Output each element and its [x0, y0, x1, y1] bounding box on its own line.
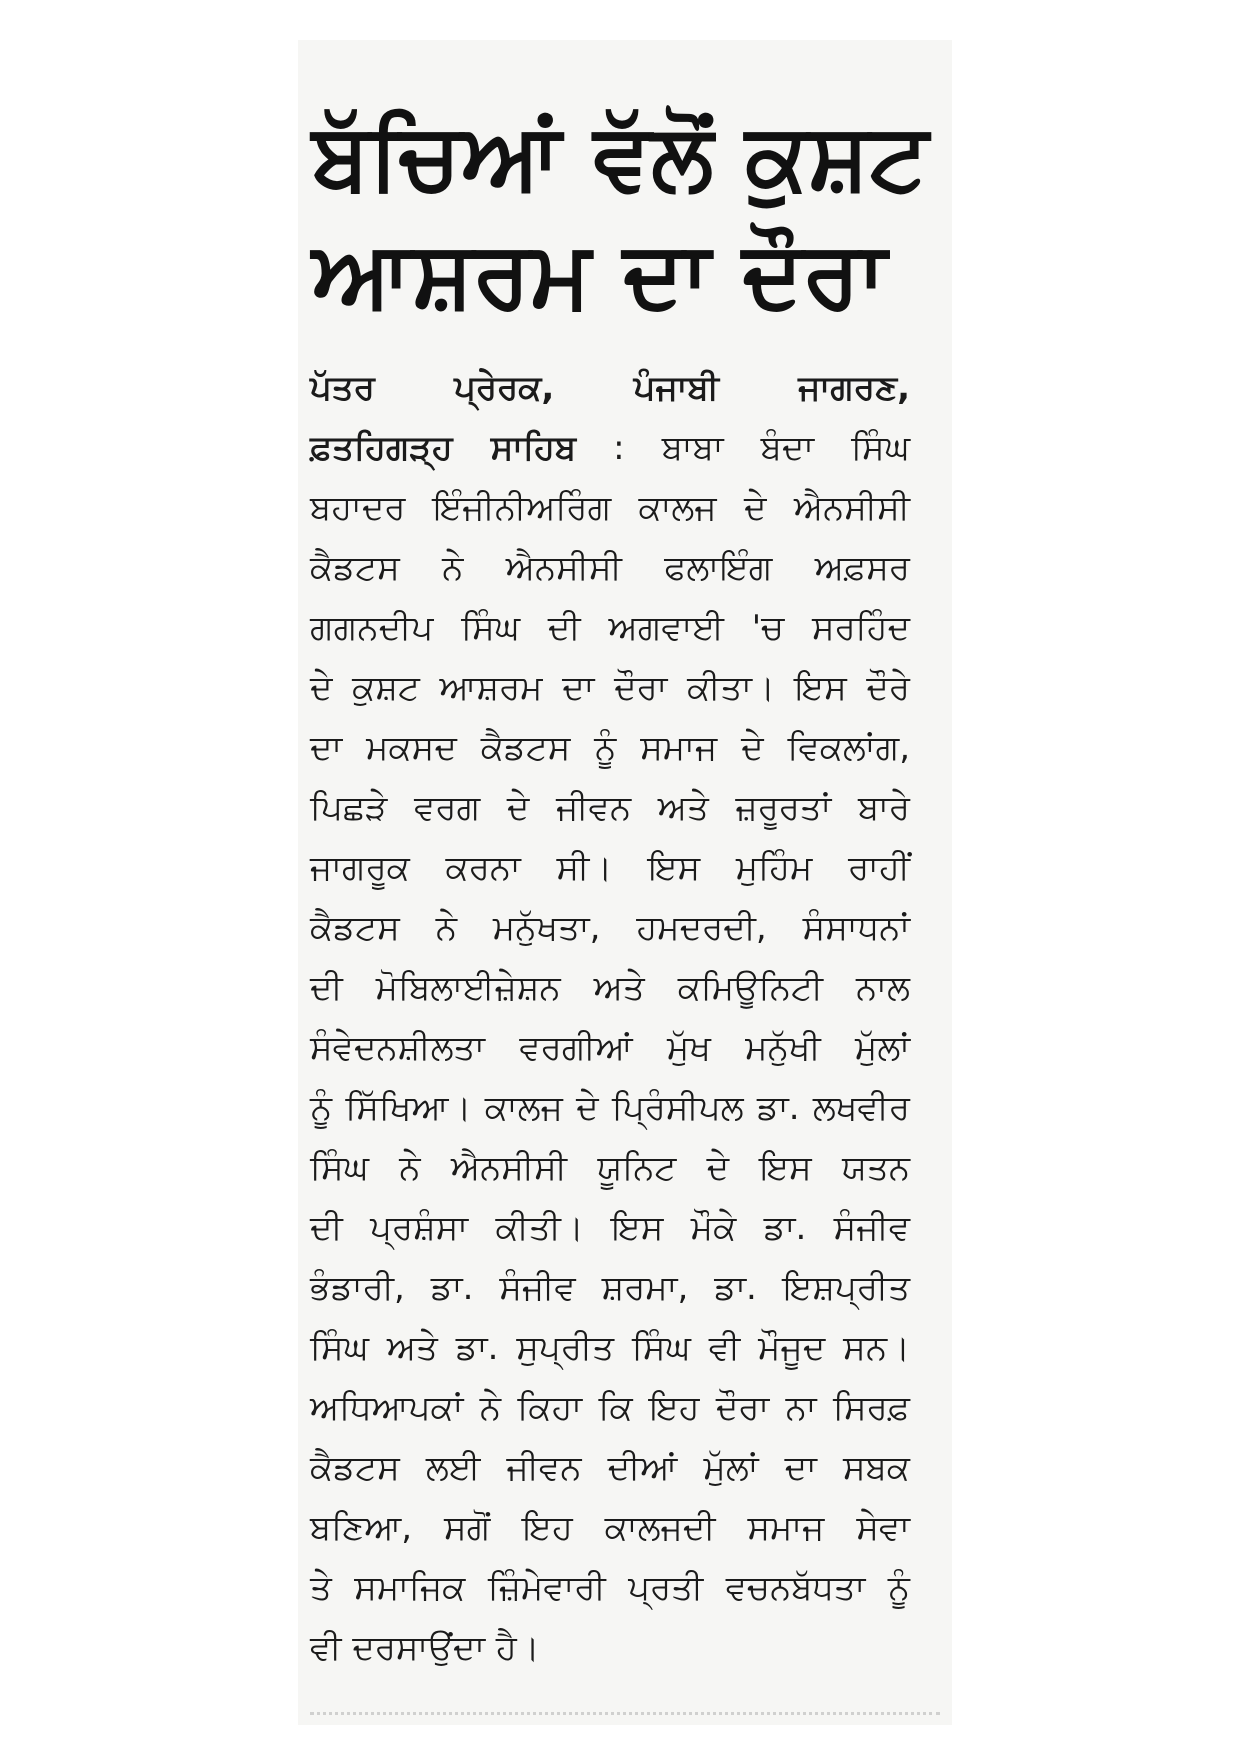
- body-line: ਜਾਗਰੂਕ ਕਰਨਾ ਸੀ। ਇਸ ਮੁਹਿੰਮ ਰਾਹੀਂ: [310, 848, 910, 888]
- body-line: ਕੈਡਟਸ ਨੇ ਐਨਸੀਸੀ ਫਲਾਇੰਗ ਅਫ਼ਸਰ: [310, 548, 910, 588]
- dateline-line: [310, 418, 910, 478]
- dateline-place: ਫ਼ਤਹਿਗੜ੍ਹ ਸਾਹਿਬ: [310, 428, 577, 468]
- body-line: ਤੇ ਸਮਾਜਿਕ ਜ਼ਿੰਮੇਵਾਰੀ ਪ੍ਰਤੀ ਵਚਨਬੱਧਤਾ ਨੂੰ: [310, 1568, 910, 1608]
- body-line: ਕੈਡਟਸ ਨੇ ਮਨੁੱਖਤਾ, ਹਮਦਰਦੀ, ਸੰਸਾਧਨਾਂ: [310, 908, 910, 948]
- body-line: ਸਿੰਘ ਨੇ ਐਨਸੀਸੀ ਯੂਨਿਟ ਦੇ ਇਸ ਯਤਨ: [310, 1148, 910, 1188]
- print-edge-speckles: [310, 1712, 940, 1719]
- newspaper-clipping: [298, 40, 952, 1725]
- body-line: ਅਧਿਆਪਕਾਂ ਨੇ ਕਿਹਾ ਕਿ ਇਹ ਦੌਰਾ ਨਾ ਸਿਰਫ਼: [310, 1388, 910, 1428]
- headline-line-1: ਬੱਚਿਆਂ ਵੱਲੋਂ ਕੁਸ਼ਟ: [312, 103, 929, 210]
- body-line: ਗਗਨਦੀਪ ਸਿੰਘ ਦੀ ਅਗਵਾਈ 'ਚ ਸਰਹਿੰਦ: [310, 608, 910, 648]
- body-line: ਸੰਵੇਦਨਸ਼ੀਲਤਾ ਵਰਗੀਆਂ ਮੁੱਖ ਮਨੁੱਖੀ ਮੁੱਲਾਂ: [310, 1028, 910, 1068]
- body-line: ਦਾ ਮਕਸਦ ਕੈਡਟਸ ਨੂੰ ਸਮਾਜ ਦੇ ਵਿਕਲਾਂਗ,: [310, 728, 910, 768]
- body-first-words: ਬਾਬਾ ਬੰਦਾ ਸਿੰਘ: [661, 428, 910, 468]
- body-line: ਪਿਛੜੇ ਵਰਗ ਦੇ ਜੀਵਨ ਅਤੇ ਜ਼ਰੂਰਤਾਂ ਬਾਰੇ: [310, 788, 910, 828]
- body-line: ਸਿੰਘ ਅਤੇ ਡਾ. ਸੁਪ੍ਰੀਤ ਸਿੰਘ ਵੀ ਮੌਜੂਦ ਸਨ।: [310, 1328, 910, 1368]
- headline-line-2: ਆਸ਼ਰਮ ਦਾ ਦੌਰਾ: [312, 221, 887, 328]
- body-line-final: ਵੀ ਦਰਸਾਉਂਦਾ ਹੈ।: [310, 1628, 540, 1668]
- body-line: ਕੈਡਟਸ ਲਈ ਜੀਵਨ ਦੀਆਂ ਮੁੱਲਾਂ ਦਾ ਸਬਕ: [310, 1448, 910, 1488]
- body-line: ਬਣਿਆ, ਸਗੋਂ ਇਹ ਕਾਲਜਦੀ ਸਮਾਜ ਸੇਵਾ: [310, 1508, 910, 1548]
- body-line: ਦੀ ਮੋਬਿਲਾਈਜ਼ੇਸ਼ਨ ਅਤੇ ਕਮਿਊਨਿਟੀ ਨਾਲ: [310, 968, 910, 1008]
- body-line: ਭੰਡਾਰੀ, ਡਾ. ਸੰਜੀਵ ਸ਼ਰਮਾ, ਡਾ. ਇਸ਼ਪ੍ਰੀਤ: [310, 1268, 910, 1308]
- dateline-separator: :: [576, 428, 662, 468]
- body-line: ਦੀ ਪ੍ਰਸ਼ੰਸਾ ਕੀਤੀ। ਇਸ ਮੌਕੇ ਡਾ. ਸੰਜੀਵ: [310, 1208, 910, 1248]
- article-headline: [312, 98, 937, 334]
- dateline-reporter: ਪੱਤਰ ਪ੍ਰੇਰਕ, ਪੰਜਾਬੀ ਜਾਗਰਣ,: [310, 368, 910, 408]
- article-body: [310, 358, 910, 1678]
- body-line: ਦੇ ਕੁਸ਼ਟ ਆਸ਼ਰਮ ਦਾ ਦੌਰਾ ਕੀਤਾ। ਇਸ ਦੌਰੇ: [310, 668, 910, 708]
- body-line: ਬਹਾਦਰ ਇੰਜੀਨੀਅਰਿੰਗ ਕਾਲਜ ਦੇ ਐਨਸੀਸੀ: [310, 488, 910, 528]
- body-line: ਨੂੰ ਸਿੱਖਿਆ। ਕਾਲਜ ਦੇ ਪ੍ਰਿੰਸੀਪਲ ਡਾ. ਲਖਵੀਰ: [310, 1088, 910, 1128]
